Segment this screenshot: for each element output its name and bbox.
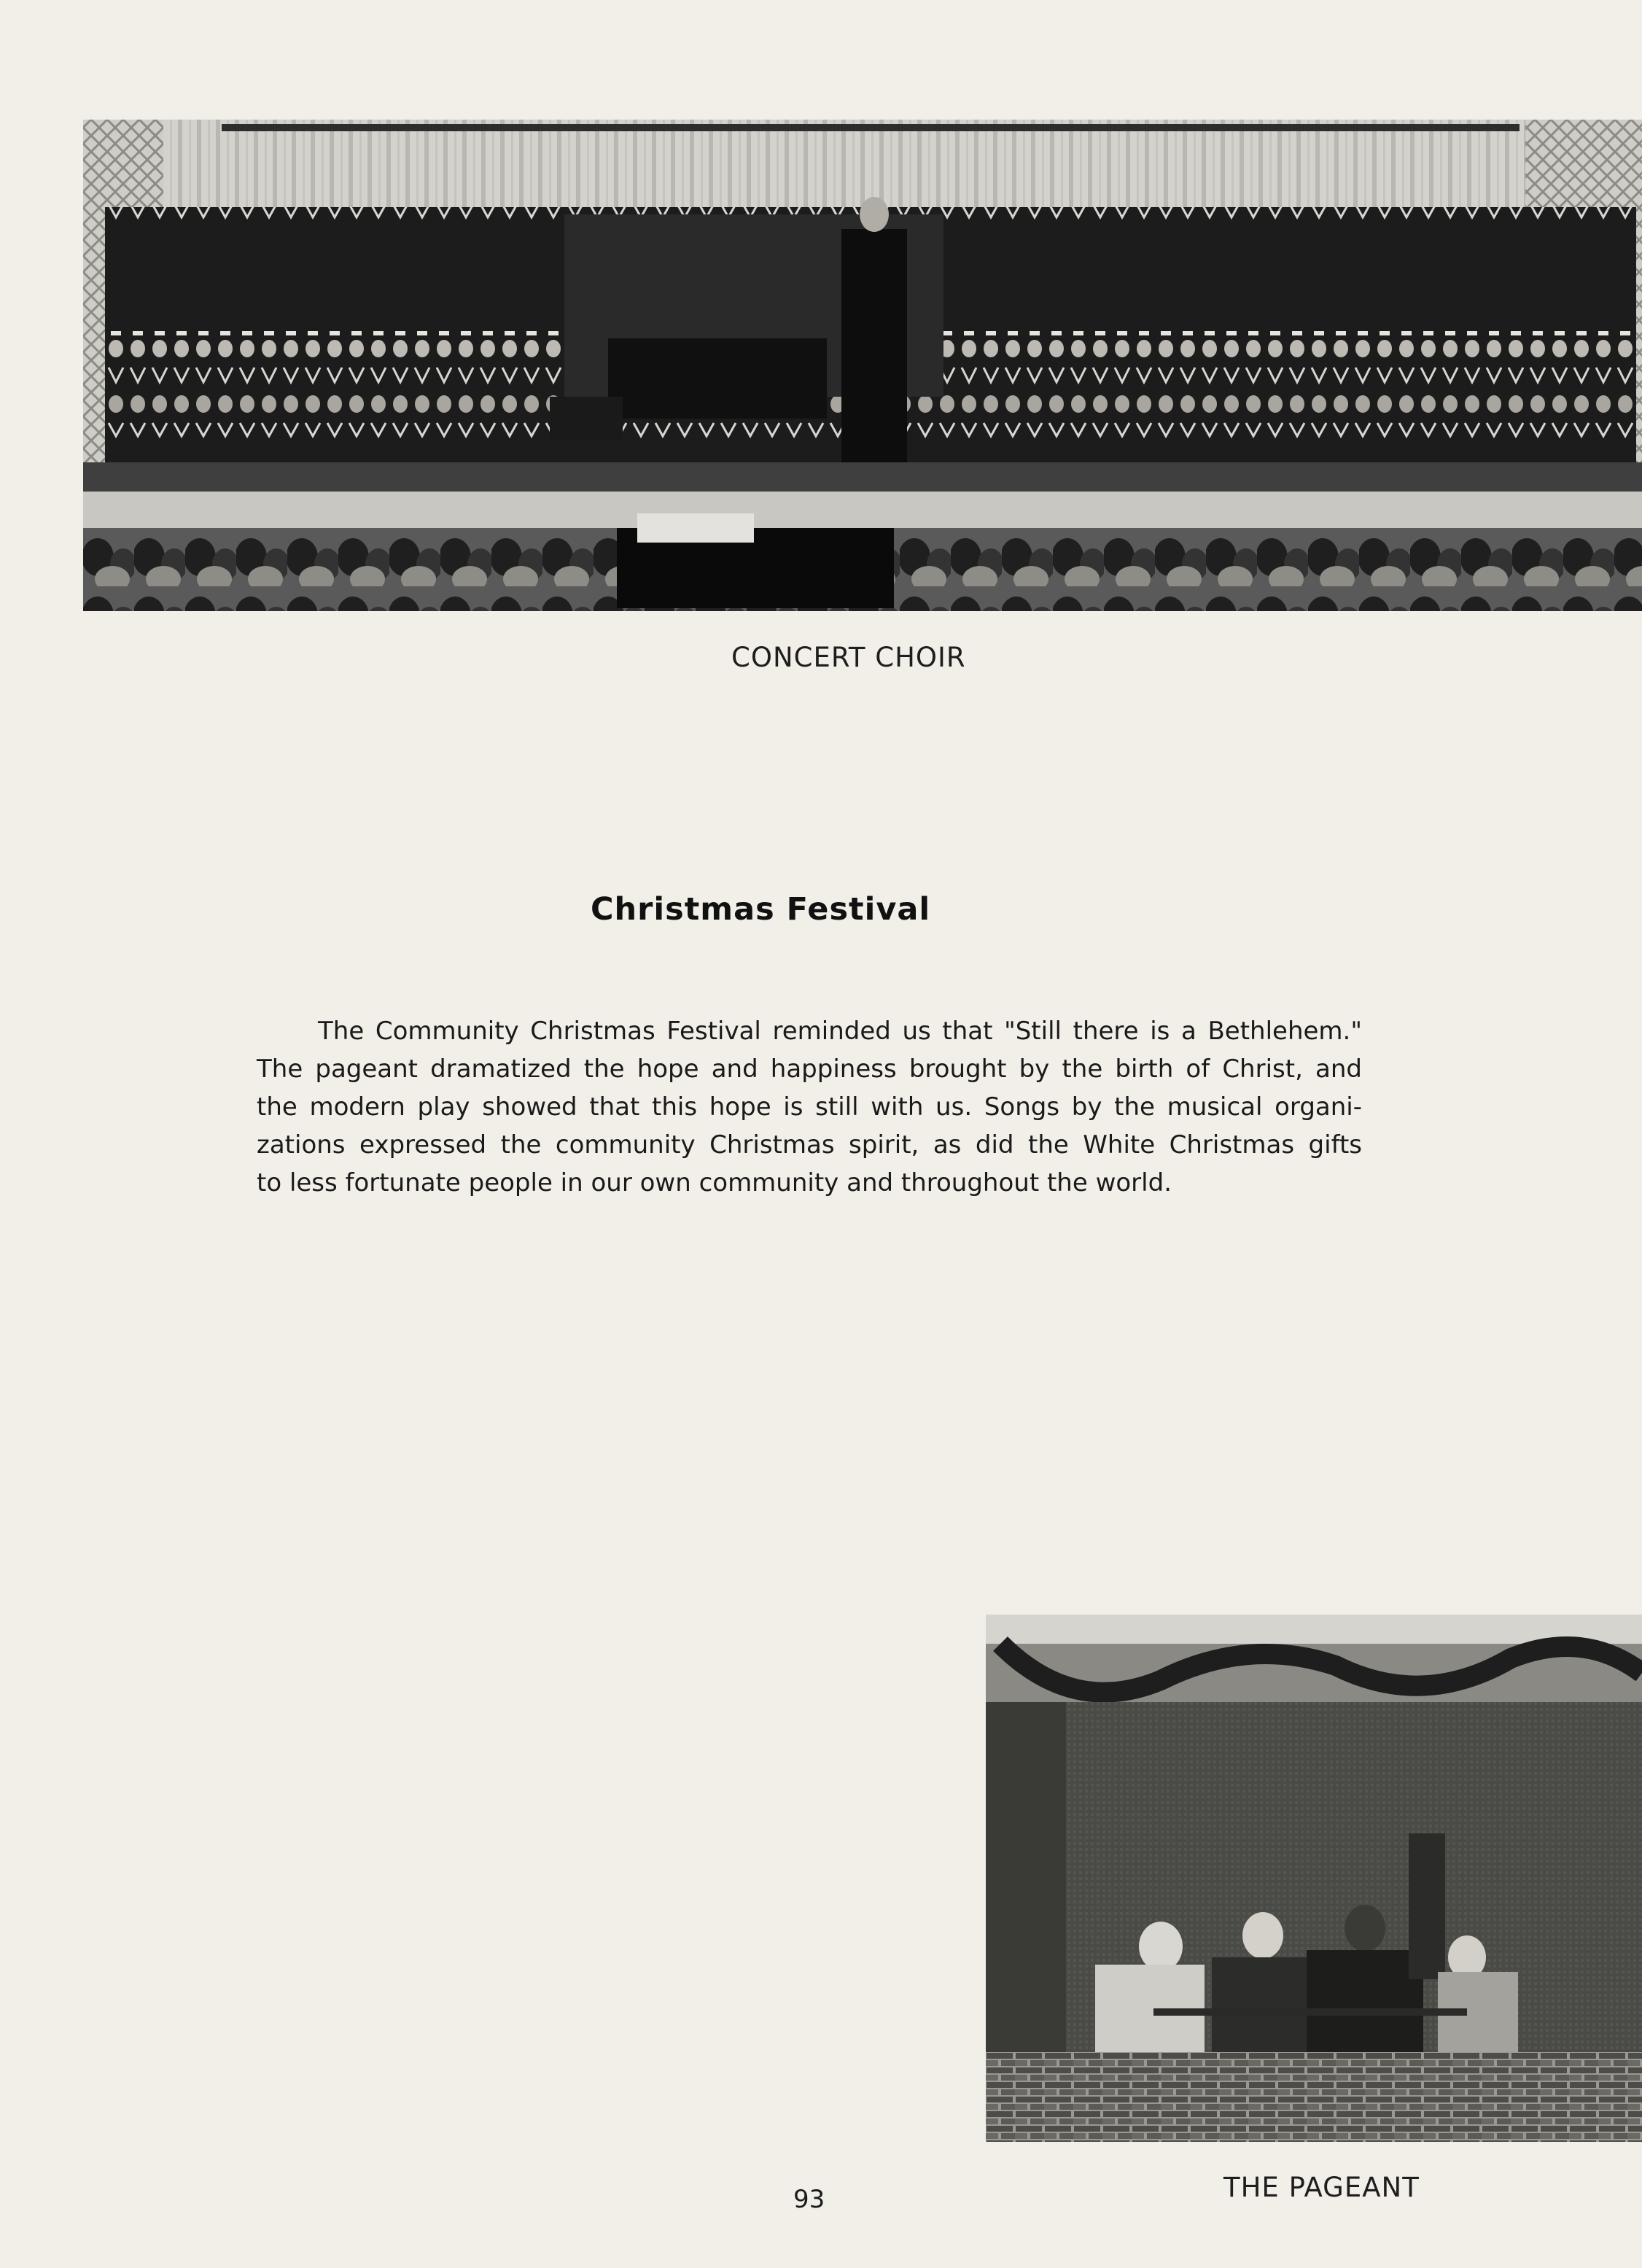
article-line: zations expressed the community Christmas spirit, as did the White Christmas gifts bbox=[257, 1130, 1362, 1160]
page-number: 93 bbox=[793, 2185, 825, 2214]
article-line: The Community Christmas Festival reminded us that "Still there is a Bethlehem." bbox=[318, 1017, 1362, 1046]
concert-choir-photo bbox=[83, 120, 1642, 611]
article-line: The pageant dramatized the hope and happiness brought by the birth of Christ, and bbox=[257, 1055, 1362, 1084]
article-line: to less fortunate people in our own community and throughout the world. bbox=[257, 1168, 1172, 1197]
article-body bbox=[257, 1012, 1362, 1202]
concert-choir-image bbox=[83, 120, 1642, 611]
pageant-caption: THE PAGEANT bbox=[1223, 2172, 1420, 2203]
pageant-image bbox=[986, 1615, 1642, 2142]
pageant-photo bbox=[986, 1615, 1642, 2142]
article-line: the modern play showed that this hope is still with us. Songs by the musical organi- bbox=[257, 1092, 1362, 1122]
concert-choir-caption: CONCERT CHOIR bbox=[731, 642, 966, 673]
page-title: Christmas Festival bbox=[591, 891, 931, 928]
